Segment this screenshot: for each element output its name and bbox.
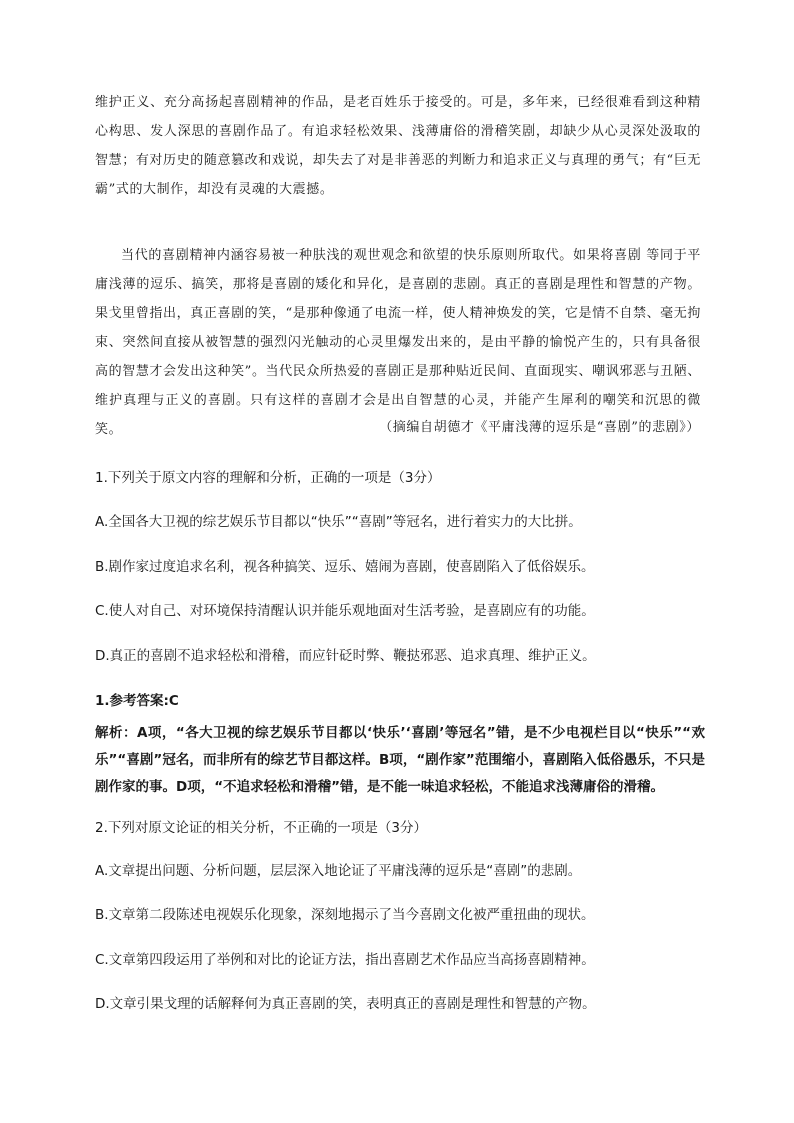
passage-paragraph-2: 当代的喜剧精神内涵容易被一种肤浅的观世观念和欲望的快乐原则所取代。如果将喜剧 等同于平庸浅薄的逗乐、搞笑，那将是喜剧的矮化和异化，是喜剧的悲剧。真正的喜剧是理性和智慧的产物。果戈里曾指出，真正喜剧的笑，“是那种像通了电流一样，使人精神焕发的笑，它是情不自禁、毫无拘束、突然间直接从被智慧的强烈闪光触动的心灵里爆发出来的，是由平静的愉悦产生的，只有具备很高的智慧才会发出这种笑”。当代民众所热爱的喜剧正是那种贴近民间、直面现实、嘲讽邪恶与丑陋、维护真理与正义的喜剧。只有这样的喜剧才会是出自智慧的心灵，并能产生犀利的嘲笑和沉思的微笑。 <box>95 248 701 437</box>
question-1-stem: 1.下列关于原文内容的理解和分析，正确的一项是（3分） <box>95 470 441 486</box>
question-2-option-d: D.文章引果戈理的话解释何为真正喜剧的笑，表明真正的喜剧是理性和智慧的产物。 <box>95 996 596 1012</box>
question-2-stem: 2.下列对原文论证的相关分析，不正确的一项是（3分） <box>95 820 427 836</box>
question-1-answer: 1.参考答案:C <box>95 693 179 709</box>
passage-paragraph-1: 维护正义、充分高扬起喜剧精神的作品，是老百姓乐于接受的。可是，多年来，已经很难看到这种精心构思、发人深思的喜剧作品了。有追求轻松效果、浅薄庸俗的滑稽笑剧，却缺少从心灵深处汲取的智慧；有对历史的随意篡改和戏说，却失去了对是非善恶的判断力和追求正义与真理的勇气；有“巨无霸”式的大制作，却没有灵魂的大震撼。 <box>95 95 701 197</box>
question-2-option-a: A.文章提出问题、分析问题，层层深入地论证了平庸浅薄的逗乐是“喜剧”的悲剧。 <box>95 863 582 879</box>
question-2-option-c: C.文章第四段运用了举例和对比的论证方法，指出喜剧艺术作品应当高扬喜剧精神。 <box>95 952 595 968</box>
question-1-option-b: B.剧作家过度追求名利，视各种搞笑、逗乐、嬉闹为喜剧，使喜剧陷入了低俗娱乐。 <box>95 559 595 575</box>
question-1-option-c: C.使人对自己、对环境保持清醒认识并能乐观地面对生活考验，是喜剧应有的功能。 <box>95 603 595 619</box>
passage-source: （摘编自胡德才《平庸浅薄的逗乐是“喜剧”的悲剧》） <box>379 420 700 435</box>
question-1-explanation: 解析：A项，“各大卫视的综艺娱乐节目都以‘快乐’‘喜剧’等冠名”错，是不少电视栏目以“快乐”“欢乐”“喜剧”冠名，而非所有的综艺节目都这样。B项，“剧作家”范围缩小，喜剧陷入低俗愚乐，不只是剧作家的事。D项，“不追求轻松和滑稽”错，是不能一味追求轻松，不能追求浅薄庸俗的滑稽。 <box>95 725 705 795</box>
question-2-option-b: B.文章第二段陈述电视娱乐化现象，深刻地揭示了当今喜剧文化被严重扭曲的现状。 <box>95 907 595 923</box>
question-1-option-d: D.真正的喜剧不追求轻松和滑稽，而应针砭时弊、鞭挞邪恶、追求真理、维护正义。 <box>95 648 596 664</box>
question-1-option-a: A.全国各大卫视的综艺娱乐节目都以“快乐”“喜剧”等冠名，进行着实力的大比拼。 <box>95 514 582 530</box>
